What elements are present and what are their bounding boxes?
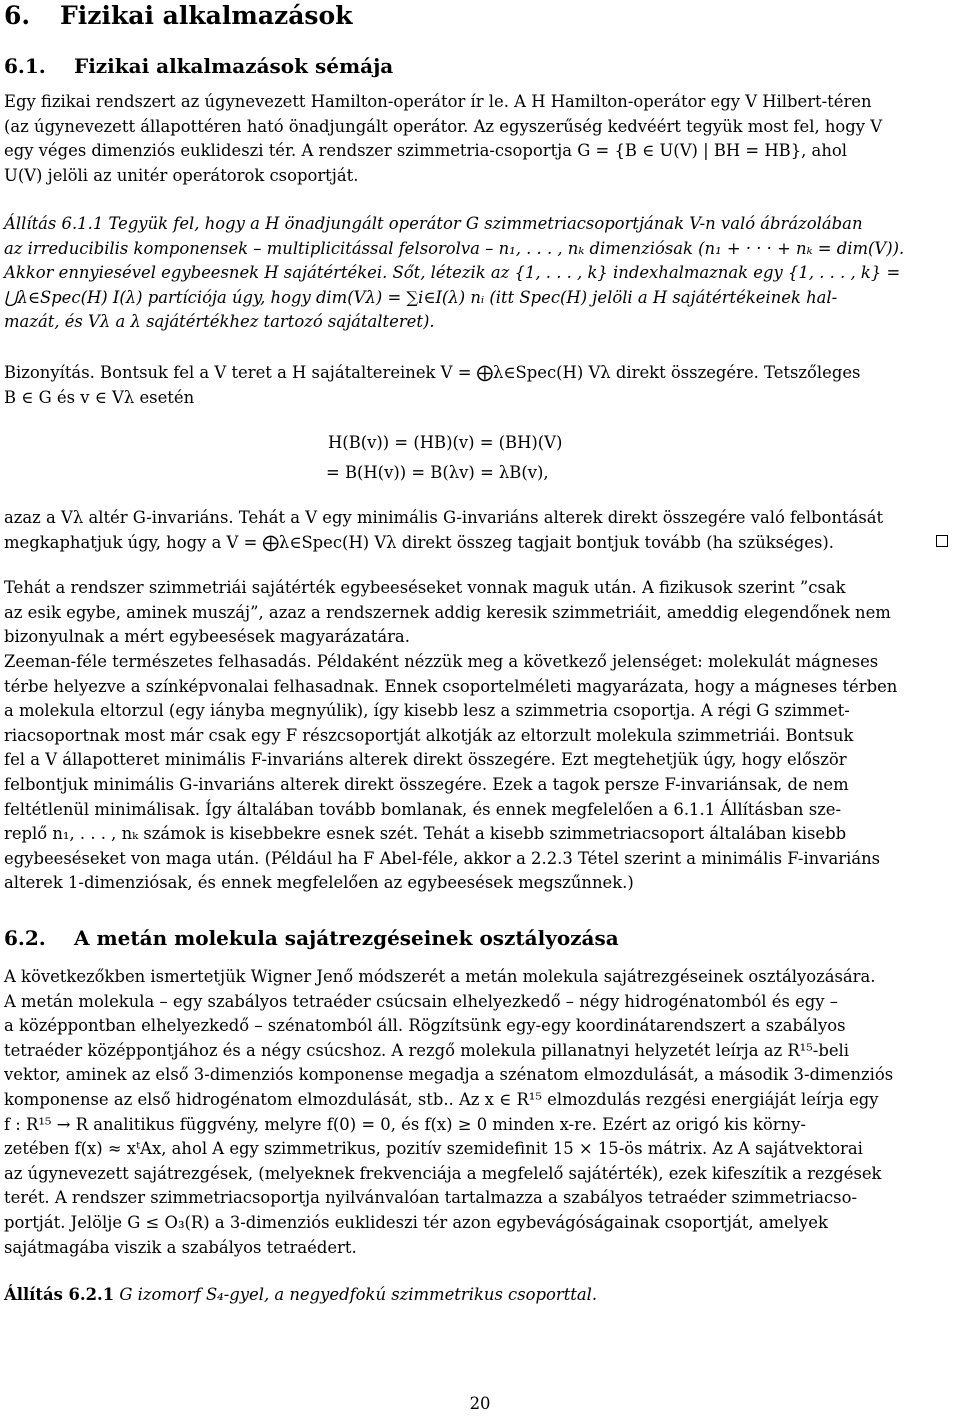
text-line: térbe helyezve a színképvonalai felhasadnak. Ennek csoportelméleti magyarázata, hogy a mágneses térben — [4, 676, 898, 696]
text-line: Akkor ennyiesével egybeesnek H sajátértékei. Sőt, létezik az {1, . . . , k} indexhalmaznak egy {1, . . . , k} = — [4, 263, 901, 283]
text-line: egybeeséseket von maga után. (Például ha F Abel-féle, akkor a 2.2.3 Tétel szerint a minimális F-invariáns — [4, 848, 881, 868]
text-line: tetraéder középpontjához és a négy csúcshoz. A rezgő molekula pillanatnyi helyzetét leírja az R¹⁵-beli — [4, 1040, 850, 1060]
section-number: 6.1. — [4, 54, 46, 78]
zeeman-paragraph — [4, 650, 950, 896]
page-number: 20 — [469, 1394, 491, 1413]
text-line: B ∈ G és v ∈ Vλ esetén — [4, 387, 195, 407]
text-line: azaz a Vλ altér G-invariáns. Tehát a V egy minimális G-invariáns alterek direkt összegére való felbontását — [4, 508, 884, 527]
text-line: ⋃λ∈Spec(H) I(λ) partíciója úgy, hogy dim(Vλ) = ∑i∈I(λ) nᵢ (itt Spec(H) jelöli a H sajátértékeinek hal- — [4, 287, 838, 307]
section-heading-6-2 — [4, 924, 619, 952]
text-line: Állítás 6.1.1 Tegyük fel, hogy a H önadjungált operátor G szimmetriacsoportjának V-n való ábrázolában — [4, 214, 863, 233]
text-line: bizonyulnak a mért egybeesések magyarázatára. — [4, 627, 410, 647]
text-line: sajátmagába viszik a szabályos tetraédert. — [4, 1237, 357, 1257]
text-line: az esik egybe, aminek muszáj”, azaz a rendszernek addig keresik szimmetriáit, ameddig elegendőnek nem — [4, 602, 891, 622]
equation-line: = B(H(v)) = B(λv) = λB(v), — [326, 463, 549, 482]
text-line: terét. A rendszer szimmetriacsoportja nyilvánvalóan tartalmazza a szabályos tetraéder szimmetriacso- — [4, 1188, 857, 1208]
text-line: feltétlenül minimálisak. Így általában tovább bomlanak, és ennek megfelelően a 6.1.1 Állításban sze- — [4, 799, 841, 819]
text-line: zetében f(x) ≈ xᵗAx, ahol A egy szimmetrikus, pozitív szemidefinit 15 × 15-ös mátrix. Az A sajátvektorai — [4, 1139, 863, 1159]
chapter-heading — [4, 0, 353, 32]
text-line: A következőkben ismertetjük Wigner Jenő módszerét a metán molekula sajátrezgéseinek osztályozására. — [4, 967, 876, 986]
proof-conclusion — [4, 506, 950, 555]
text-line: replő n₁, . . . , nₖ számok is kisebbekre esnek szét. Tehát a kisebb szimmetriacsoport általában kisebb — [4, 824, 847, 844]
proposition-label: Állítás 6.2.1 — [4, 1285, 115, 1304]
text-line: Bizonyítás. Bontsuk fel a V teret a H sajátaltereinek V = ⨁λ∈Spec(H) Vλ direkt összegére. Tetszőleges — [4, 363, 861, 382]
qed-square-icon — [936, 535, 948, 547]
section-title: A metán molekula sajátrezgéseinek osztályozása — [74, 926, 619, 950]
equation-line: H(B(v)) = (HB)(v) = (BH)(V) — [328, 433, 563, 452]
text-line: vektor, aminek az első 3-dimenziós komponense megadja a szénatom elmozdulását, a második 3-dimenziós — [4, 1065, 894, 1085]
section-number: 6.2. — [4, 926, 46, 950]
text-line: (az úgynevezett állapottéren ható önadjungált operátor. Az egyszerűség kedvéért tegyük most fel, hogy V — [4, 116, 883, 136]
text-line: komponense az első hidrogénatom elmozdulását, stb.. Az x ∈ R¹⁵ elmozdulás rezgési energiáját leírja egy — [4, 1089, 879, 1109]
proposition-6-1-1 — [4, 212, 950, 335]
section-heading-6-1 — [4, 52, 393, 80]
chapter-number: 6. — [4, 1, 31, 30]
symmetry-paragraph — [4, 576, 950, 650]
text-line: Egy fizikai rendszert az úgynevezett Hamilton-operátor ír le. A H Hamilton-operátor egy V Hilbert-téren — [4, 92, 872, 111]
text-line: A metán molekula – egy szabályos tetraéder csúcsain elhelyezkedő – négy hidrogénatomból és egy – — [4, 991, 838, 1011]
proposition-6-2-1 — [4, 1283, 950, 1308]
proposition-text: G izomorf S₄-gyel, a negyedfokú szimmetrikus csoporttal. — [119, 1285, 598, 1304]
text-line: Zeeman-féle természetes felhasadás. Példaként nézzük meg a következő jelenséget: molekulát mágneses — [4, 652, 879, 671]
chapter-title: Fizikai alkalmazások — [60, 1, 353, 30]
text-line: a molekula eltorzul (egy iányba megnyúlik), így kisebb lesz a szimmetria csoportja. A régi G szimmet- — [4, 701, 850, 721]
text-line: fel a V állapotteret minimális F-invariáns alterek direkt összegére. Ezt megtehetjük úgy, hogy először — [4, 750, 847, 770]
text-line: felbontjuk minimális G-invariáns alterek direkt összegére. Ezek a tagok persze F-invariánsak, de nem — [4, 774, 849, 794]
text-line: Tehát a rendszer szimmetriái sajátérték egybeeséseket vonnak maguk után. A fizikusok szerint ”csak — [4, 578, 846, 597]
text-line: riacsoportnak most már csak egy F részcsoportját alkotják az eltorzult molekula szimmetriái. Bontsuk — [4, 725, 854, 745]
text-line: az irreducibilis komponensek – multiplicitással felsorolva – n₁, . . . , nₖ dimenziósak (n₁ + · · · + nₖ = dim(V)). — [4, 238, 905, 258]
text-line: megkaphatjuk úgy, hogy a V = ⨁λ∈Spec(H) Vλ direkt összeg tagjait bontjuk tovább (ha szükséges). — [4, 532, 834, 552]
text-line — [4, 1283, 950, 1308]
text-line: U(V) jelöli az unitér operátorok csoportját. — [4, 165, 359, 185]
text-line: f : R¹⁵ → R analitikus függvény, melyre f(0) = 0, és f(x) ≥ 0 minden x-re. Ezért az origó kis körny- — [4, 1114, 806, 1134]
text-line: az úgynevezett sajátrezgések, (melyeknek frekvenciája a megfelelő sajátérték), ezek kifeszítik a rezgések — [4, 1163, 882, 1183]
section-title: Fizikai alkalmazások sémája — [74, 54, 394, 78]
text-line: egy véges dimenziós euklideszi tér. A rendszer szimmetria-csoportja G = {B ∈ U(V) | BH = HB}, ahol — [4, 141, 847, 161]
text-line: a középpontban elhelyezkedő – szénatomból áll. Rögzítsünk egy-egy koordinátarendszert a szabályos — [4, 1016, 846, 1036]
intro-paragraph — [4, 90, 950, 188]
text-line: mazát, és Vλ a λ sajátértékhez tartozó sajátalteret). — [4, 312, 435, 332]
text-line: alterek 1-dimenziósak, és ennek megfelelően az egybeesések megszűnnek.) — [4, 873, 634, 893]
proof-paragraph — [4, 361, 950, 410]
text-line: portját. Jelölje G ≤ O₃(R) a 3-dimenziós euklideszi tér azon egybevágóságainak csoportját, amelyek — [4, 1212, 828, 1232]
methane-paragraph — [4, 965, 950, 1260]
